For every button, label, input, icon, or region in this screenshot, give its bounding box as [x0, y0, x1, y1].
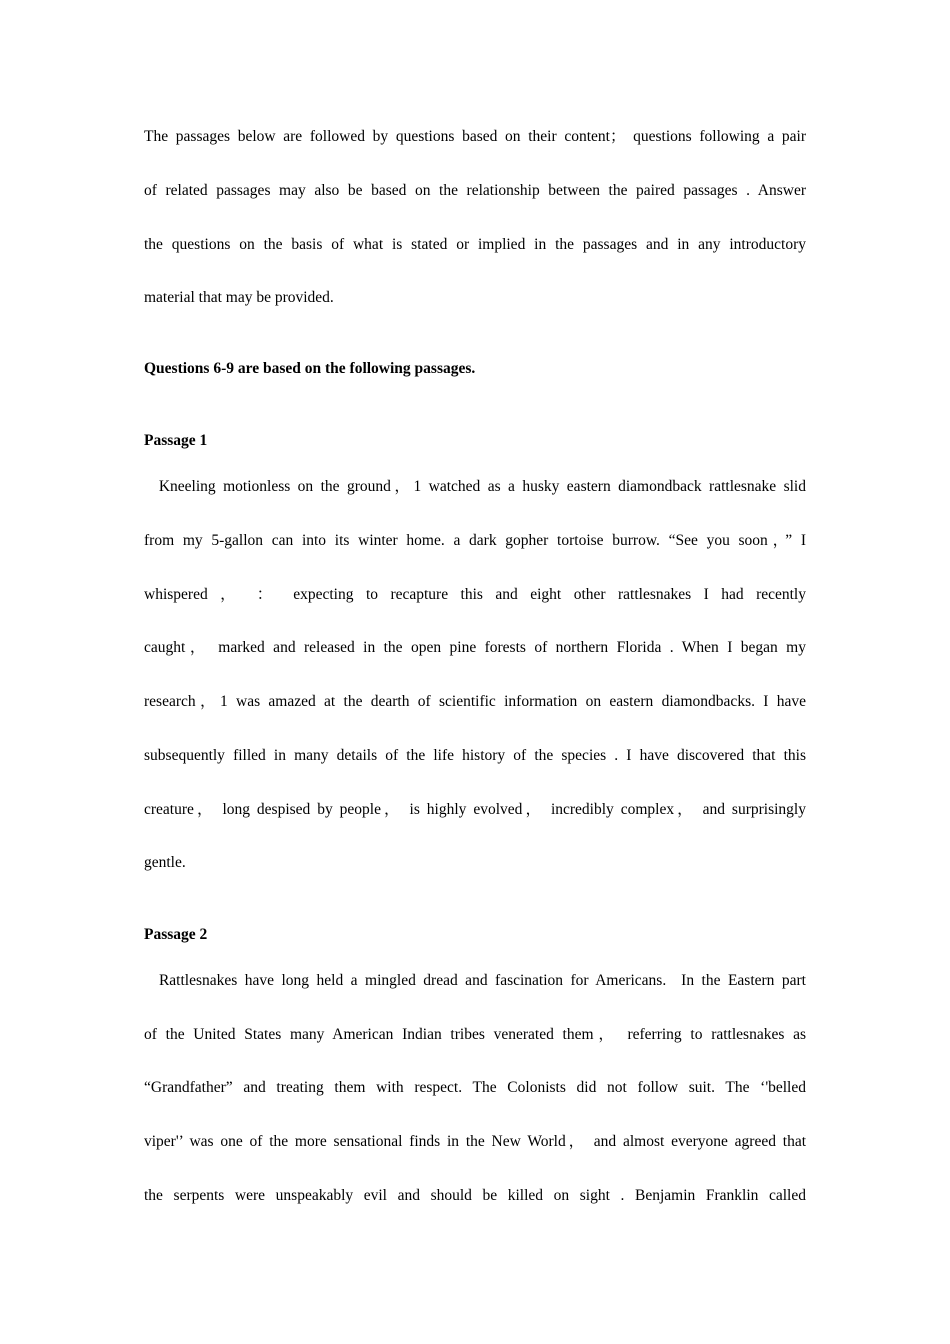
passage-1-line-8: gentle. — [144, 854, 186, 871]
intro-line-4: material that may be provided. — [144, 289, 334, 306]
passage-2-line-1: Rattlesnakes have long held a mingled dread and fascination for Americans. In the Eastern part — [144, 972, 806, 989]
passage-1-line-5: research，1 was amazed at the dearth of scientific information on eastern diamondbacks. I have — [144, 693, 806, 710]
passage-1-line-3: whispered ， ： expecting to recapture this and eight other rattlesnakes I had recently — [144, 586, 806, 603]
section-heading: Questions 6-9 are based on the following passages. — [144, 360, 476, 377]
passage-1-line-6: subsequently filled in many details of the life history of the species . I have discovered that this — [144, 747, 806, 764]
passage-2-line-4: viper'’ was one of the more sensational finds in the New World， and almost everyone agreed that — [144, 1133, 806, 1150]
intro-line-3: the questions on the basis of what is stated or implied in the passages and in any introductory — [144, 236, 806, 253]
intro-line-2: of related passages may also be based on the relationship between the paired passages . Answer — [144, 182, 806, 199]
passage-1-line-2: from my 5-gallon can into its winter home. a dark gopher tortoise burrow. “See you soon，” I — [144, 532, 806, 549]
passage-1-line-1: Kneeling motionless on the ground，1 watched as a husky eastern diamondback rattlesnake slid — [144, 478, 806, 495]
passage-1-heading: Passage 1 — [144, 432, 208, 449]
passage-2-heading: Passage 2 — [144, 926, 208, 943]
intro-line-1: The passages below are followed by questions based on their content； questions following a pair — [144, 128, 806, 145]
passage-2-line-2: of the United States many American Indian tribes venerated them， referring to rattlesnakes as — [144, 1026, 806, 1043]
passage-1-line-7: creature， long despised by people， is highly evolved， incredibly complex， and surprisingly — [144, 801, 806, 818]
passage-2-line-3: “Grandfather” and treating them with respect. The Colonists did not follow suit. The ‘'belled — [144, 1079, 806, 1096]
passage-2-line-5: the serpents were unspeakably evil and should be killed on sight . Benjamin Franklin called — [144, 1187, 806, 1204]
passage-1-line-4: caught， marked and released in the open pine forests of northern Florida . When I began my — [144, 639, 806, 656]
